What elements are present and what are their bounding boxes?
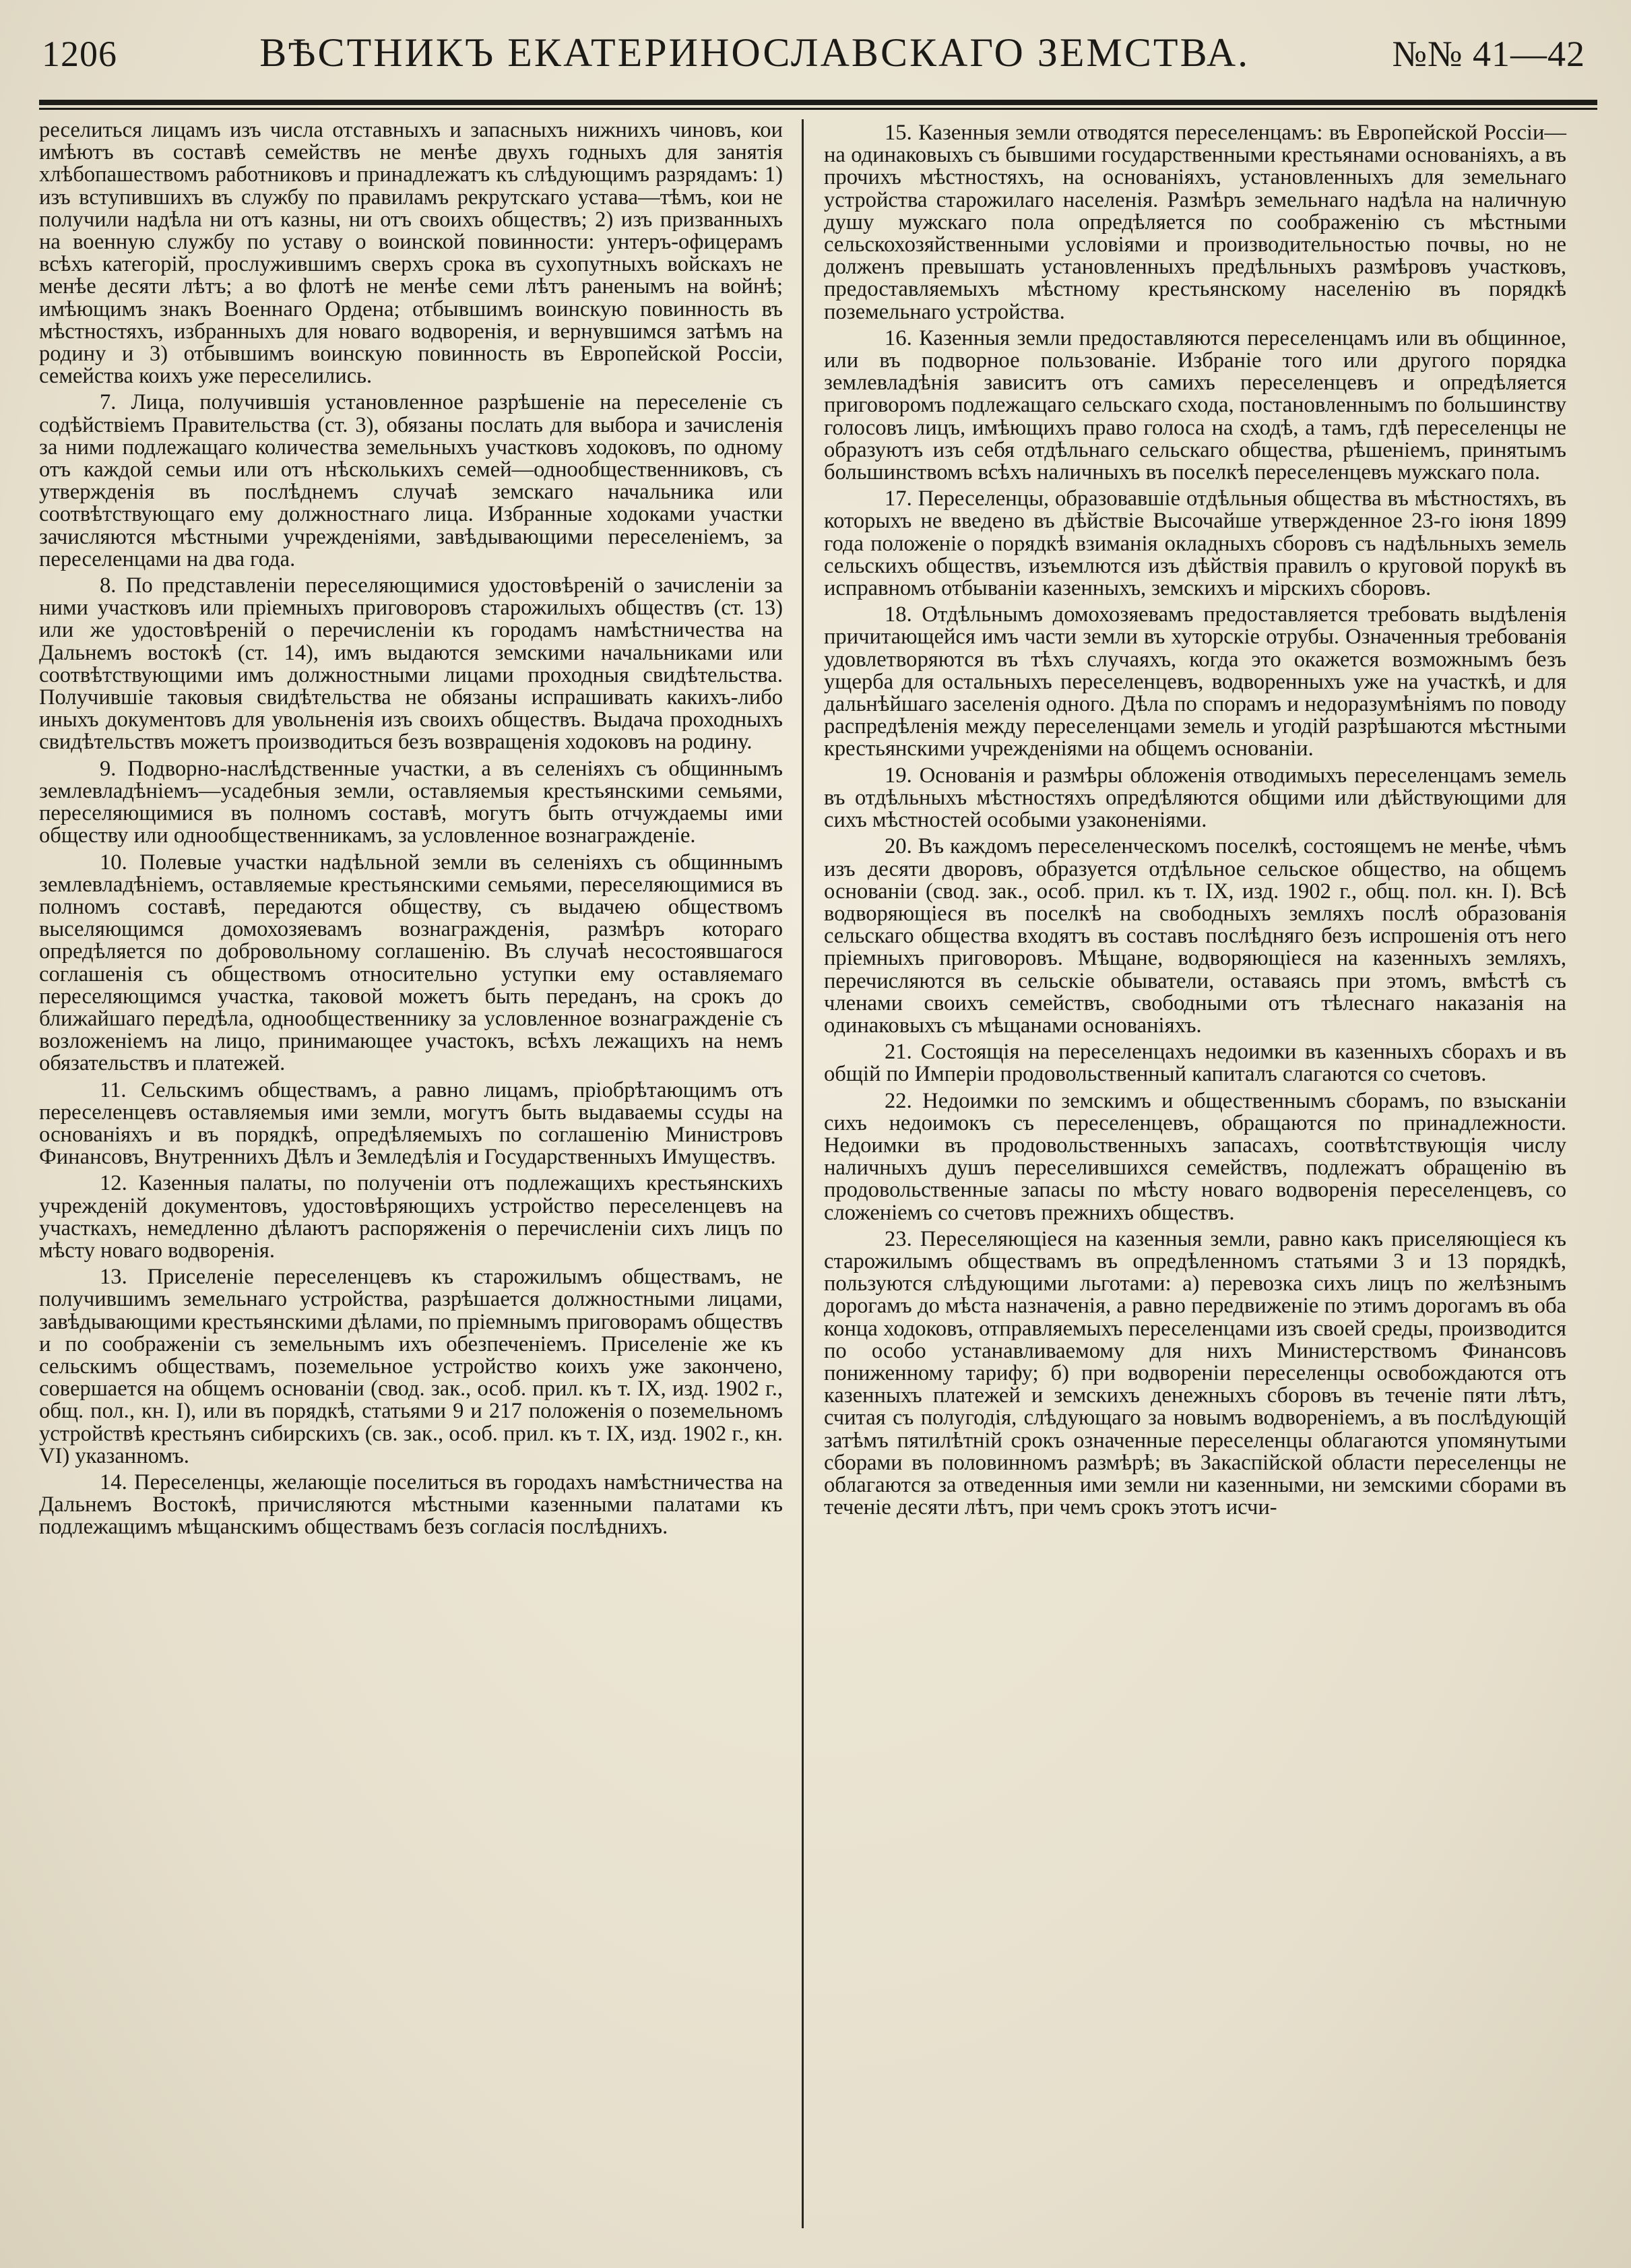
paragraph-8: 8. По представленіи переселяющимися удостовѣреній о зачисленіи за ними участковъ или пріемныхъ приговоровъ старожилыхъ обществъ (ст. 13) или же удостовѣреній о перечисленіи къ городамъ намѣстничества на Дальнемъ востокѣ (ст. 14), имъ выдаются земскими начальниками или соотвѣтствующими имъ должностными лицами проходныя свидѣтельства. Получившіе таковыя свидѣтельства не обязаны испрашивать какихъ-либо иныхъ документовъ для увольненія изъ своихъ обществъ. Выдача проходныхъ свидѣтельствъ можетъ производиться безъ возвращенія ходоковъ на родину. — [39, 573, 783, 755]
paragraph-11: 11. Сельскимъ обществамъ, а равно лицамъ, пріобрѣтающимъ отъ переселенцевъ оставляемыя ими земли, могутъ быть выдаваемы ссуды на основаніяхъ и въ порядкѣ, опредѣляемыхъ по соглашенію Министровъ Финансовъ, Внутреннихъ Дѣлъ и Земледѣлія и Государственныхъ Имуществъ. — [39, 1077, 783, 1170]
paragraph-18: 18. Отдѣльнымъ домохозяевамъ предоставляется требовать выдѣленія причитающейся имъ части земли въ хуторскіе отрубы. Означенныя требованія удовлетворяются въ тѣхъ случаяхъ, когда это окажется возможнымъ безъ ущерба для остальныхъ переселенцевъ, водворенныхъ уже на участкѣ, и для дальнѣйшаго заселенія одного. Дѣла по спорамъ и недоразумѣніямъ по поводу распредѣленія между переселенцами земель и угодій разрѣшаются мѣстными крестьянскими учрежденіями на общемъ основаніи. — [824, 602, 1566, 761]
paragraph-10: 10. Полевые участки надѣльной земли въ селеніяхъ съ общиннымъ землевладѣніемъ, оставляемые крестьянскими семьями, переселяющимися въ полномъ составѣ, передаются обществу, съ выдачею обществомъ выселяющимся домохозяевамъ вознагражденія, размѣръ котораго опредѣляется по добровольному соглашенію. Въ случаѣ несостоявшагося соглашенія съ обществомъ относительно уступки ему оставляемаго переселяющимся участка, таковой можетъ быть переданъ, на срокъ до ближайшаго передѣла, однообщественнику за условленное вознагражденіе съ возложеніемъ на лицо, принимающее участокъ, всѣхъ лежащихъ на немъ обязательствъ и платежей. — [39, 850, 783, 1076]
paragraph-15: 15. Казенныя земли отводятся переселенцамъ: въ Европейской Россіи—на одинаковыхъ съ бывшими государственными крестьянами основаніяхъ, а въ прочихъ мѣстностяхъ, на основаніяхъ, установленныхъ для земельнаго устройства старожилаго населенія. Размѣръ земельнаго надѣла на наличную душу мужскаго пола опредѣляется по соображенію съ мѣстными сельскохозяйственными условіями и производительностью почвы, но не долженъ превышать установленныхъ предѣльныхъ размѣровъ участковъ, предоставляемыхъ мѣстному крестьянскому населенію въ порядкѣ поземельнаго устройства. — [824, 121, 1566, 324]
header-rule-thick — [39, 100, 1597, 105]
paragraph-continued: реселиться лицамъ изъ числа отставныхъ и запасныхъ нижнихъ чиновъ, кои имѣютъ въ составѣ семействъ не менѣе двухъ годныхъ для занятія хлѣбопашествомъ работниковъ и принадлежатъ къ слѣдующимъ разрядамъ: 1) изъ вступившихъ въ службу по правиламъ рекрутскаго устава—тѣмъ, кои не получили надѣла ни отъ казны, ни отъ своихъ обществъ; 2) изъ призванныхъ на военную службу по уставу о воинской повинности: унтеръ-офицерамъ всѣхъ категорій, прослужившимъ сверхъ срока въ сухопутныхъ войскахъ не менѣе десяти лѣтъ; а во флотѣ не менѣе семи лѣтъ раненымъ на войнѣ; имѣющимъ знакъ Военнаго Ордена; отбывшимъ воинскую повинность въ мѣстностяхъ, избранныхъ для новаго водворенія, и вернувшимся затѣмъ на родину и 3) отбывшимъ воинскую повинность въ Европейской Россіи, семейства коихъ уже переселились. — [39, 118, 783, 389]
paragraph-17: 17. Переселенцы, образовавшіе отдѣльныя общества въ мѣстностяхъ, въ которыхъ не введено въ дѣйствіе Высочайше утвержденное 23-го іюня 1899 года положеніе о порядкѣ взиманія окладныхъ сборовъ съ надѣльныхъ земель сельскихъ обществъ, изъемлются изъ дѣйствія правилъ о круговой порукѣ въ исправномъ отбываніи казенныхъ, земскихъ и мірскихъ сборовъ. — [824, 486, 1566, 601]
paragraph-9: 9. Подворно-наслѣдственные участки, а въ селеніяхъ съ общиннымъ землевладѣніемъ—усадебныя земли, оставляемыя крестьянскими семьями, переселяющимися въ полномъ составѣ, могутъ быть отчуждаемы ими обществу или однообщественникамъ, за условленное вознагражденіе. — [39, 756, 783, 848]
text-columns — [39, 119, 1597, 2228]
paragraph-14: 14. Переселенцы, желающіе поселиться въ городахъ намѣстничества на Дальнемъ Востокѣ, причисляются мѣстными казенными палатами къ подлежащимъ мѣщанскимъ обществамъ безъ согласія послѣднихъ. — [39, 1470, 783, 1540]
journal-title: ВѢСТНИКЪ ЕКАТЕРИНОСЛАВСКАГО ЗЕМСТВА. — [259, 30, 1250, 75]
paragraph-20: 20. Въ каждомъ переселенческомъ поселкѣ, состоящемъ не менѣе, чѣмъ изъ десяти дворовъ, образуется отдѣльное сельское общество, на общемъ основаніи (свод. зак., особ. прил. къ т. IX, изд. 1902 г., общ. пол. кн. I). Всѣ водворяющіеся въ поселкѣ на свободныхъ земляхъ послѣ образованія сельскаго общества входятъ въ составъ послѣдняго безъ испрошенія отъ него пріемныхъ приговоровъ. Мѣщане, водворяющіеся на казенныхъ земляхъ, перечисляются въ сельскіе обыватели, оставаясь при этомъ, вмѣстѣ съ членами своихъ семействъ, свободными отъ тѣлеснаго наказанія на одинаковыхъ съ мѣщанами основаніяхъ. — [824, 834, 1566, 1038]
paragraph-23: 23. Переселяющіеся на казенныя земли, равно какъ приселяющіеся къ старожилымъ обществамъ въ опредѣленномъ статьями 3 и 13 порядкѣ, пользуются слѣдующими льготами: а) перевозка сихъ лицъ по желѣзнымъ дорогамъ до мѣста назначенія, а равно передвиженіе по этимъ дорогамъ въ оба конца ходоковъ, отправляемыхъ переселенцами изъ своей среды, производится по особо устанавливаемому для нихъ Министерствомъ Финансовъ пониженному тарифу; б) при водвореніи переселенцы освобождаются отъ казенныхъ платежей и земскихъ денежныхъ сборовъ въ теченіе пяти лѣтъ, считая съ полугодія, слѣдующаго за новымъ водвореніемъ, а въ послѣдующій затѣмъ пятилѣтній срокъ означенные переселенцы облагаются упомянутыми сборами въ половинномъ размѣрѣ; въ Закаспійской области переселенцы не облагаются за отведенныя ими земли ни казенными, ни земскими сборами въ теченіе десяти лѣтъ, при чемъ срокъ этотъ исчи- — [824, 1226, 1566, 1520]
header-rule-thin — [39, 108, 1597, 110]
paragraph-13: 13. Приселеніе переселенцевъ къ старожилымъ обществамъ, не получившимъ земельнаго устройства, разрѣшается должностными лицами, завѣдывающими крестьянскими дѣлами, по пріемнымъ приговорамъ обществъ и по соображеніи съ земельнымъ ихъ обезпеченіемъ. Приселеніе же къ сельскимъ обществамъ, поземельное устройство коихъ уже закончено, совершается на общемъ основаніи (свод. зак., особ. прил. къ т. IX, изд. 1902 г., общ. пол., кн. I), или въ порядкѣ, статьями 9 и 217 положенія о поземельномъ устройствѣ крестьянъ сибирскихъ (св. зак., особ. прил. къ т. IX, изд. 1902 г., кн. VI) указанномъ. — [39, 1265, 783, 1468]
page-header — [39, 30, 1597, 88]
paragraph-21: 21. Состоящія на переселенцахъ недоимки въ казенныхъ сборахъ и въ общій по Имперіи продовольственный капиталъ слагаются со счетовъ. — [824, 1040, 1566, 1087]
page-number: 1206 — [42, 34, 117, 74]
column-divider — [802, 119, 804, 2228]
left-column — [39, 119, 800, 2228]
paragraph-16: 16. Казенныя земли предоставляются переселенцамъ или въ общинное, или въ подворное пользованіе. Избраніе того или другого порядка землевладѣнія зависитъ отъ самихъ переселенцевъ и опредѣляется приговоромъ подлежащаго сельскаго схода, постановленнымъ по большинству голосовъ лицъ, имѣющихъ право голоса на сходѣ, а тамъ, гдѣ переселенцы не образуютъ изъ себя отдѣльнаго сельскаго общества, рѣшеніемъ, принятымъ большинствомъ всѣхъ наличныхъ въ поселкѣ переселенцевъ мужскаго пола. — [824, 325, 1566, 485]
issue-number: №№ 41—42 — [1392, 34, 1585, 74]
paragraph-22: 22. Недоимки по земскимъ и общественнымъ сборамъ, по взысканіи сихъ недоимокъ съ переселенцевъ, обращаются по принадлежности. Недоимки въ продовольственныхъ запасахъ, соотвѣтствующія числу наличныхъ душъ переселившихся семействъ, подлежатъ обращенію въ продовольственные запасы по мѣсту новаго водворенія переселенцевъ, со сложеніемъ со счетовъ прежнихъ обществъ. — [824, 1088, 1566, 1225]
paragraph-19: 19. Основанія и размѣры обложенія отводимыхъ переселенцамъ земель въ отдѣльныхъ мѣстностяхъ опредѣляются общими или дѣйствующими для сихъ мѣстностей особыми узаконеніями. — [824, 763, 1566, 833]
paragraph-12: 12. Казенныя палаты, по полученіи отъ подлежащихъ крестьянскихъ учрежденій документовъ, удостовѣряющихъ устройство переселенцевъ на участкахъ, немедленно дѣлаютъ распоряженія о перечисленіи сихъ лицъ по мѣсту новаго водворенія. — [39, 1171, 783, 1263]
paragraph-7: 7. Лица, получившія установленное разрѣшеніе на переселеніе съ содѣйствіемъ Правительства (ст. 3), обязаны послать для выбора и зачисленія за ними подлежащаго количества земельныхъ участковъ ходоковъ, по одному отъ каждой семьи или отъ нѣсколькихъ семей—однообщественниковъ, съ утвержденія въ послѣднемъ случаѣ земскаго начальника или соотвѣтствующаго ему должностнаго лица. Избранные ходоками участки зачисляются мѣстными учрежденіями, завѣдывающими переселеніемъ, за переселенцами на два года. — [39, 390, 783, 571]
right-column — [805, 119, 1566, 2228]
